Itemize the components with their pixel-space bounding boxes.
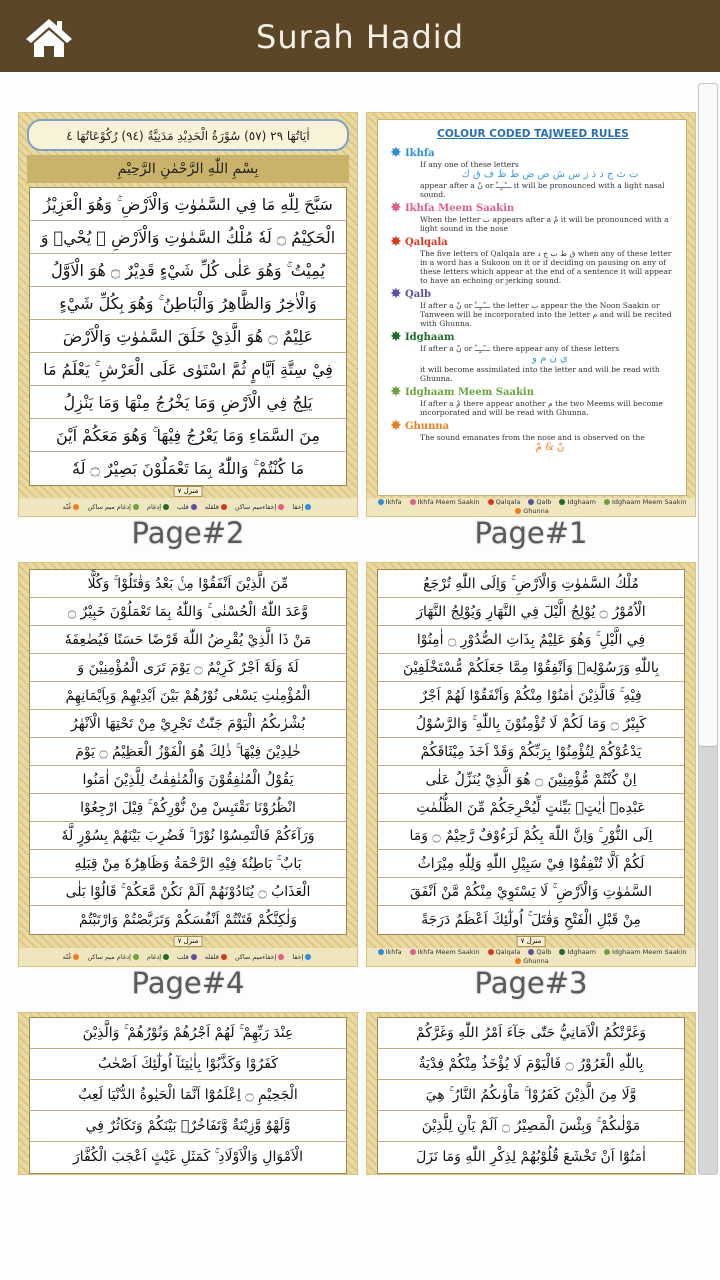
legend-color-dot xyxy=(163,504,169,510)
quran-line: الْاُمُوْرُ ۝ يُوْلِجُ الَّيْلَ فِي النَّهَارِ وَيُوْلِجُ النَّهَارَ xyxy=(378,598,684,626)
legend-item: Ikhfa Meem Saakin xyxy=(417,498,480,506)
star-icon: ✸ xyxy=(390,200,402,216)
legend-item: Idghaam Meem Saakin xyxy=(612,498,687,506)
star-icon: ✸ xyxy=(390,329,402,345)
legend-entry xyxy=(147,503,171,512)
rule-text: If any one of these letters xyxy=(420,160,519,169)
quran-line: بُشْرٰىكُمُ الْيَوْمَ جَنّٰتٌ تَجْرِيْ مِنْ تَحْتِهَا الْاَنْهٰرُ xyxy=(30,710,346,738)
legend-entry xyxy=(292,953,313,962)
legend-item: قلقله xyxy=(204,502,219,511)
rule-text: If after a نْ or ـــًــٍــٌ the letter ب appear the the Noon Saakin or Tanween will be incorporated into the letter م and will be recited with Ghunna. xyxy=(420,301,672,328)
legend-entry xyxy=(63,503,82,512)
scrollbar-thumb[interactable] xyxy=(699,84,717,747)
legend-color-dot xyxy=(410,499,416,505)
page-thumbnail-2[interactable] xyxy=(18,112,358,517)
legend-color-dot xyxy=(221,954,227,960)
legend-item: Idghaam Meem Saakin xyxy=(612,948,687,956)
quran-line: الْحَكِيْمُ ۝ لَهٗ مُلْكُ السَّمٰوٰتِ وَالْاَرْضِ ۚ يُحْيٖ وَ xyxy=(30,221,346,254)
legend-item: إخفا xyxy=(292,952,304,961)
quran-line: سَبَّحَ لِلّٰهِ مَا فِي السَّمٰوٰتِ وَالْاَرْضِ ۚ وَهُوَ الْعَزِيْزُ xyxy=(30,188,346,221)
legend-entry xyxy=(513,507,549,516)
bismillah: بِسْمِ اللّٰهِ الرَّحْمٰنِ الرَّحِيْمِ xyxy=(27,155,349,183)
legend-item: Ikhfa xyxy=(385,498,402,506)
quran-line: فِي الَّيْلِ ۚ وَهُوَ عَلِيْمٌ بِذَاتِ الصُّدُوْرِ ۝ اٰمِنُوْا xyxy=(378,626,684,654)
legend-entry xyxy=(408,498,480,507)
app-header xyxy=(0,0,720,72)
quran-line: الْاَمْوَالِ وَالْاَوْلَادِ ۚ كَمَثَلِ غَيْثٍ اَعْجَبَ الْكُفَّارَ xyxy=(73,1149,303,1165)
rule-arabic: ي ن م و xyxy=(532,353,568,364)
legend-color-dot xyxy=(305,504,311,510)
legend-color-dot xyxy=(163,954,169,960)
quran-lines xyxy=(29,569,347,935)
legend-color-dot xyxy=(604,499,610,505)
tajweed-rule xyxy=(386,234,680,285)
tajweed-rule xyxy=(386,200,680,233)
legend-item: إدغام xyxy=(146,952,162,961)
quran-lines xyxy=(29,1017,347,1174)
legend-entry xyxy=(63,953,82,962)
legend-color-dot xyxy=(604,949,610,955)
legend-item: Idghaam xyxy=(567,948,596,956)
rules-list xyxy=(386,145,680,454)
legend-color-dot xyxy=(221,504,227,510)
legend-color-dot xyxy=(559,949,565,955)
rule-text: it will become assimilated into the letter and will be read with Ghunna. xyxy=(420,365,660,383)
quran-line: يَلِجُ فِي الْاَرْضِ وَمَا يَخْرُجُ مِنْهَا وَمَا يَنْزِلُ xyxy=(30,386,346,419)
manzil-label: منزل ٧ xyxy=(174,936,203,947)
page-thumbnail-4[interactable] xyxy=(18,562,358,967)
quran-line: يُمِيْتُ ۚ وَهُوَ عَلٰى كُلِّ شَيْءٍ قَدِيْرٌ ۝ هُوَ الْاَوَّلُ xyxy=(30,254,346,287)
legend-color-dot xyxy=(488,499,494,505)
quran-line: مَا كُنْتُمْ ۚ وَاللّٰهُ بِمَا تَعْمَلُوْنَ بَصِيْرٌ ۝ لَهٗ xyxy=(71,459,305,478)
rule-text: appear after a نْ or ـــًــٍــٌ it will be pronounced with a light nasal sound. xyxy=(420,181,665,199)
page-label[interactable]: Page#1 xyxy=(474,516,588,550)
page-label[interactable]: Page#3 xyxy=(474,966,588,1000)
legend-entry xyxy=(602,948,686,957)
star-icon: ✸ xyxy=(390,418,402,434)
legend-item: Qalqala xyxy=(495,498,521,506)
star-icon: ✸ xyxy=(390,145,402,161)
legend-color-dot xyxy=(133,954,139,960)
quran-line: خٰلِدِيْنَ فِيْهَا ۚ ذٰلِكَ هُوَ الْفَوْزُ الْعَظِيْمُ ۝ يَوْمَ xyxy=(30,738,346,766)
quran-line: مِنَ السَّمَاءِ وَمَا يَعْرُجُ فِيْهَا ۚ وَهُوَ مَعَكُمْ اَيْنَ xyxy=(30,419,346,452)
rule-name: Idghaam Meem Saakin xyxy=(405,387,534,398)
legend-entry xyxy=(87,953,140,962)
quran-line: يَقُوْلُ الْمُنٰفِقُوْنَ وَالْمُنٰفِقٰتُ لِلَّذِيْنَ اٰمَنُوا xyxy=(30,766,346,794)
rule-text: If after a نْ or ـــًــٍــٌ there appear any of these letters xyxy=(420,344,620,353)
legend-item: إخفا xyxy=(292,502,304,511)
legend-entry xyxy=(557,498,596,507)
quran-line: مِنْ قَبْلِ الْفَتْحِ وَقٰتَلَ ۚ اُولٰٓئِكَ اَعْظَمُ دَرَجَةً xyxy=(421,912,641,928)
legend-item: Idghaam xyxy=(567,498,596,506)
page-thumbnail-6[interactable] xyxy=(18,1012,358,1175)
manzil-label: منزل ٧ xyxy=(517,936,546,947)
quran-line: عَلِيْمٌ ۝ هُوَ الَّذِيْ خَلَقَ السَّمٰوٰتِ وَالْاَرْضَ xyxy=(30,320,346,353)
legend-item: إدغام ميم ساكن xyxy=(87,502,131,511)
quran-line: عَبْدِهٖٓ اٰيٰتٍۢ بَيِّنٰتٍ لِّيُخْرِجَكُمْ مِّنَ الظُّلُمٰتِ xyxy=(378,794,684,822)
star-icon: ✸ xyxy=(390,286,402,302)
legend-color-dot xyxy=(559,499,565,505)
tajweed-legend xyxy=(19,498,357,516)
legend-entry xyxy=(486,948,521,957)
quran-line: وَغَرَّتْكُمُ الْاَمَانِيُّ حَتّٰى جَآءَ اَمْرُ اللّٰهِ وَغَرَّكُمْ xyxy=(378,1018,684,1049)
quran-line: بِاللّٰهِ وَرَسُوْلِهٖ وَاَنْفِقُوْا مِمَّا جَعَلَكُمْ مُّسْتَخْلَفِيْنَ xyxy=(378,654,684,682)
tajweed-rule xyxy=(386,145,680,199)
quran-line: الْعَذَابُ ۝ يُنَادُوْنَهُمْ اَلَمْ نَكُنْ مَّعَكُمْ ۚ قَالُوْا بَلٰى xyxy=(30,878,346,906)
legend-color-dot xyxy=(378,949,384,955)
quran-line: السَّمٰوٰتِ وَالْاَرْضِ ۚ لَا يَسْتَوِيْ مِنْكُمْ مَّنْ اَنْفَقَ xyxy=(378,878,684,906)
quran-line: اِنْ كُنْتُمْ مُّؤْمِنِيْنَ ۝ هُوَ الَّذِيْ يُنَزِّلُ عَلٰى xyxy=(378,766,684,794)
legend-color-dot xyxy=(133,504,139,510)
legend-color-dot xyxy=(278,954,284,960)
tajweed-title-text: COLOUR CODED TAJWEED RULES xyxy=(437,128,629,140)
tajweed-rule xyxy=(386,418,680,454)
quran-line: وَّلَا مِنَ الَّذِيْنَ كَفَرُوْا ۚ مَاْوٰىكُمُ النَّارُ ۚ هِيَ xyxy=(378,1080,684,1111)
legend-color-dot xyxy=(305,954,311,960)
legend-color-dot xyxy=(191,504,197,510)
rule-name: Idghaam xyxy=(405,332,455,343)
quran-line: مَوْلٰىكُمْ ۚ وَبِئْسَ الْمَصِيْرُ ۝ اَلَمْ يَاْنِ لِلَّذِيْنَ xyxy=(378,1111,684,1142)
legend-color-dot xyxy=(488,949,494,955)
quran-lines xyxy=(377,569,685,935)
manzil-label: منزل ٧ xyxy=(174,486,203,497)
quran-line: وَالْاٰخِرُ وَالظَّاهِرُ وَالْبَاطِنُ ۚ وَهُوَ بِكُلِّ شَيْءٍ xyxy=(30,287,346,320)
quran-line: اٰمَنُوْٓا اَنْ تَخْشَعَ قُلُوْبُهُمْ لِذِكْرِ اللّٰهِ وَمَا نَزَلَ xyxy=(416,1149,646,1165)
legend-entry xyxy=(376,948,402,957)
rule-name: Qalqala xyxy=(405,237,448,248)
legend-entry xyxy=(513,957,549,966)
legend-entry xyxy=(602,498,686,507)
tajweed-rules xyxy=(377,119,687,496)
legend-item: Qalb xyxy=(536,498,552,506)
page-label[interactable]: Page#4 xyxy=(131,966,245,1000)
legend-item: غُنّه xyxy=(62,952,72,961)
quran-lines xyxy=(29,187,347,486)
quran-line: يَدْعُوْكُمْ لِتُؤْمِنُوْا بِرَبِّكُمْ وَقَدْ اَخَذَ مِيْثَاقَكُمْ xyxy=(378,738,684,766)
legend-entry xyxy=(147,953,171,962)
quran-line: كَبِيْرٌ ۝ وَمَا لَكُمْ لَا تُؤْمِنُوْنَ بِاللّٰهِ ۚ وَالرَّسُوْلُ xyxy=(378,710,684,738)
legend-color-dot xyxy=(528,499,534,505)
legend-item: غُنّه xyxy=(62,502,72,511)
legend-entry xyxy=(205,953,229,962)
legend-entry xyxy=(408,948,480,957)
legend-item: إخفاءميم ساكن xyxy=(234,502,277,511)
rule-name: Ikhfa Meem Saakin xyxy=(405,203,515,214)
rule-text: If after a مْ there appear another م the two Meems will become incorporated and will be read with Ghunna. xyxy=(420,399,663,417)
tajweed-title xyxy=(386,128,680,141)
legend-entry xyxy=(177,503,199,512)
quran-line: انْظُرُوْنَا نَقْتَبِسْ مِنْ نُّوْرِكُمْ ۚ قِيْلَ ارْجِعُوْا xyxy=(30,794,346,822)
rule-arabic: نّ & مّ xyxy=(535,442,565,453)
legend-item: Ghunna xyxy=(523,507,549,515)
quran-line: وَّعَدَ اللّٰهُ الْحُسْنٰى ۚ وَاللّٰهُ بِمَا تَعْمَلُوْنَ خَبِيْرٌ ۝ xyxy=(30,598,346,626)
quran-line: فِيْهِ ۚ فَالَّذِيْنَ اٰمَنُوْا مِنْكُمْ وَاَنْفَقُوْا لَهُمْ اَجْرٌ xyxy=(378,682,684,710)
legend-item: إدغام xyxy=(146,502,162,511)
legend-entry xyxy=(87,503,140,512)
legend-item: Qalb xyxy=(536,948,552,956)
legend-color-dot xyxy=(191,954,197,960)
tajweed-legend xyxy=(367,498,695,516)
surah-header: اٰيَاتُهَا ٢٩ (٥٧) سُوْرَةُ الْحَدِيْدِ مَدَنِيَّةٌ (٩٤) رُكُوْعَاتُهَا ٤ xyxy=(27,119,349,151)
page-thumbnail-1[interactable] xyxy=(366,112,696,517)
quran-line: بِاللّٰهِ الْغَرُوْرُ ۝ فَالْيَوْمَ لَا يُؤْخَذُ مِنْكُمْ فِدْيَةٌ xyxy=(378,1049,684,1080)
rule-arabic: ت ث ج د ذ ز س ش ص ض ط ظ ف ق ك xyxy=(461,169,639,180)
legend-entry xyxy=(177,953,199,962)
quran-line: وَّلَهْوٌ وَّزِيْنَةٌ وَّتَفَاخُرٌۢ بَيْنَكُمْ وَتَكَاثُرٌ فِي xyxy=(30,1111,346,1142)
legend-item: Ikhfa xyxy=(385,948,402,956)
legend-entry xyxy=(235,503,286,512)
rule-text: The sound emanates from the nose and is observed on the xyxy=(420,433,645,442)
legend-color-dot xyxy=(73,504,79,510)
quran-line: وَرَآءَكُمْ فَالْتَمِسُوْا نُوْرًا ۚ فَضُرِبَ بَيْنَهُمْ بِسُوْرٍ لَّهٗ xyxy=(30,822,346,850)
quran-line: وَلٰكِنَّكُمْ فَتَنْتُمْ اَنْفُسَكُمْ وَتَرَبَّصْتُمْ وَارْتَبْتُمْ xyxy=(79,912,297,928)
quran-line: اِلَى النُّوْرِ ۚ وَاِنَّ اللّٰهَ بِكُمْ لَرَءُوْفٌ رَّحِيْمٌ ۝ وَمَا xyxy=(378,822,684,850)
legend-color-dot xyxy=(73,954,79,960)
legend-color-dot xyxy=(515,508,521,514)
rule-text: When the letter ب appears after a مْ it will be pronounced with a light sound in the nose xyxy=(420,215,669,233)
tajweed-rule xyxy=(386,286,680,328)
rule-name: Qalb xyxy=(405,289,431,300)
legend-entry xyxy=(235,953,286,962)
tajweed-rule xyxy=(386,329,680,383)
legend-item: إخفاءميم ساكن xyxy=(234,952,277,961)
legend-entry xyxy=(486,498,521,507)
legend-color-dot xyxy=(278,504,284,510)
legend-item: قلقله xyxy=(204,952,219,961)
quran-line: الْمُؤْمِنٰتِ يَسْعٰى نُوْرُهُمْ بَيْنَ اَيْدِيْهِمْ وَبِاَيْمَانِهِمْ xyxy=(30,682,346,710)
rule-name: Ghunna xyxy=(405,421,450,432)
legend-item: قلب xyxy=(177,502,189,511)
legend-item: قلب xyxy=(177,952,189,961)
star-icon: ✸ xyxy=(390,384,402,400)
rule-text: The five letters of Qalqala are ق ط ب ج د when any of these letter in a word has a Sukoon on it or if deciding on pausing on any of these letters which appear at the end of a sentence it will appear to have an echoing or jerking sound. xyxy=(420,249,672,285)
page-title: Surah Hadid xyxy=(256,18,464,56)
quran-line: مِّنَ الَّذِيْنَ اَنْفَقُوْا مِنْۢ بَعْدُ وَقٰتَلُوْا ۚ وَكُلًّا xyxy=(30,570,346,598)
legend-entry xyxy=(526,948,551,957)
star-icon: ✸ xyxy=(390,234,402,250)
quran-line: كَفَرُوْا وَكَذَّبُوْا بِاٰيٰتِنَآ اُولٰٓئِكَ اَصْحٰبُ xyxy=(30,1049,346,1080)
rule-name: Ikhfa xyxy=(405,148,435,159)
legend-color-dot xyxy=(528,949,534,955)
scrollbar[interactable] xyxy=(698,83,718,1175)
quran-line: عِنْدَ رَبِّهِمْ ۚ لَهُمْ اَجْرُهُمْ وَنُوْرُهُمْ ۚ وَالَّذِيْنَ xyxy=(30,1018,346,1049)
legend-item: Qalqala xyxy=(495,948,521,956)
tajweed-legend xyxy=(19,948,357,966)
legend-entry xyxy=(376,498,402,507)
legend-entry xyxy=(205,503,229,512)
page-thumbnail-3[interactable] xyxy=(366,562,696,967)
quran-line: لَهٗ وَلَهٗٓ اَجْرٌ كَرِيْمٌ ۝ يَوْمَ تَرَى الْمُؤْمِنِيْنَ وَ xyxy=(30,654,346,682)
quran-line: بَابٌ ۚ بَاطِنُهٗ فِيْهِ الرَّحْمَةُ وَظَاهِرُهٗ مِنْ قِبَلِهِ xyxy=(30,850,346,878)
legend-color-dot xyxy=(515,958,521,964)
quran-line: مُلْكُ السَّمٰوٰتِ وَالْاَرْضِ ۚ وَاِلَى اللّٰهِ تُرْجَعُ xyxy=(378,570,684,598)
tajweed-rule xyxy=(386,384,680,417)
legend-item: Ghunna xyxy=(523,957,549,965)
legend-entry xyxy=(292,503,313,512)
quran-lines xyxy=(377,1017,685,1174)
page-thumbnail-5[interactable] xyxy=(366,1012,696,1175)
legend-entry xyxy=(557,948,596,957)
quran-line: فِيْ سِتَّةِ اَيَّامٍ ثُمَّ اسْتَوٰى عَلَى الْعَرْشِ ۚ يَعْلَمُ مَا xyxy=(30,353,346,386)
quran-line: لَكُمْ اَلَّا تُنْفِقُوْا فِيْ سَبِيْلِ اللّٰهِ وَلِلّٰهِ مِيْرَاثُ xyxy=(378,850,684,878)
legend-item: Ikhfa Meem Saakin xyxy=(417,948,480,956)
legend-color-dot xyxy=(378,499,384,505)
legend-color-dot xyxy=(410,949,416,955)
page-label[interactable]: Page#2 xyxy=(131,516,245,550)
legend-entry xyxy=(526,498,551,507)
quran-line: مَنْ ذَا الَّذِيْ يُقْرِضُ اللّٰهَ قَرْضًا حَسَنًا فَيُضٰعِفَهٗ xyxy=(30,626,346,654)
quran-line: الْجَحِيْمِ ۝ اِعْلَمُوْٓا اَنَّمَا الْحَيٰوةُ الدُّنْيَا لَعِبٌ xyxy=(30,1080,346,1111)
legend-item: إدغام ميم ساكن xyxy=(87,952,131,961)
tajweed-legend xyxy=(367,948,695,966)
